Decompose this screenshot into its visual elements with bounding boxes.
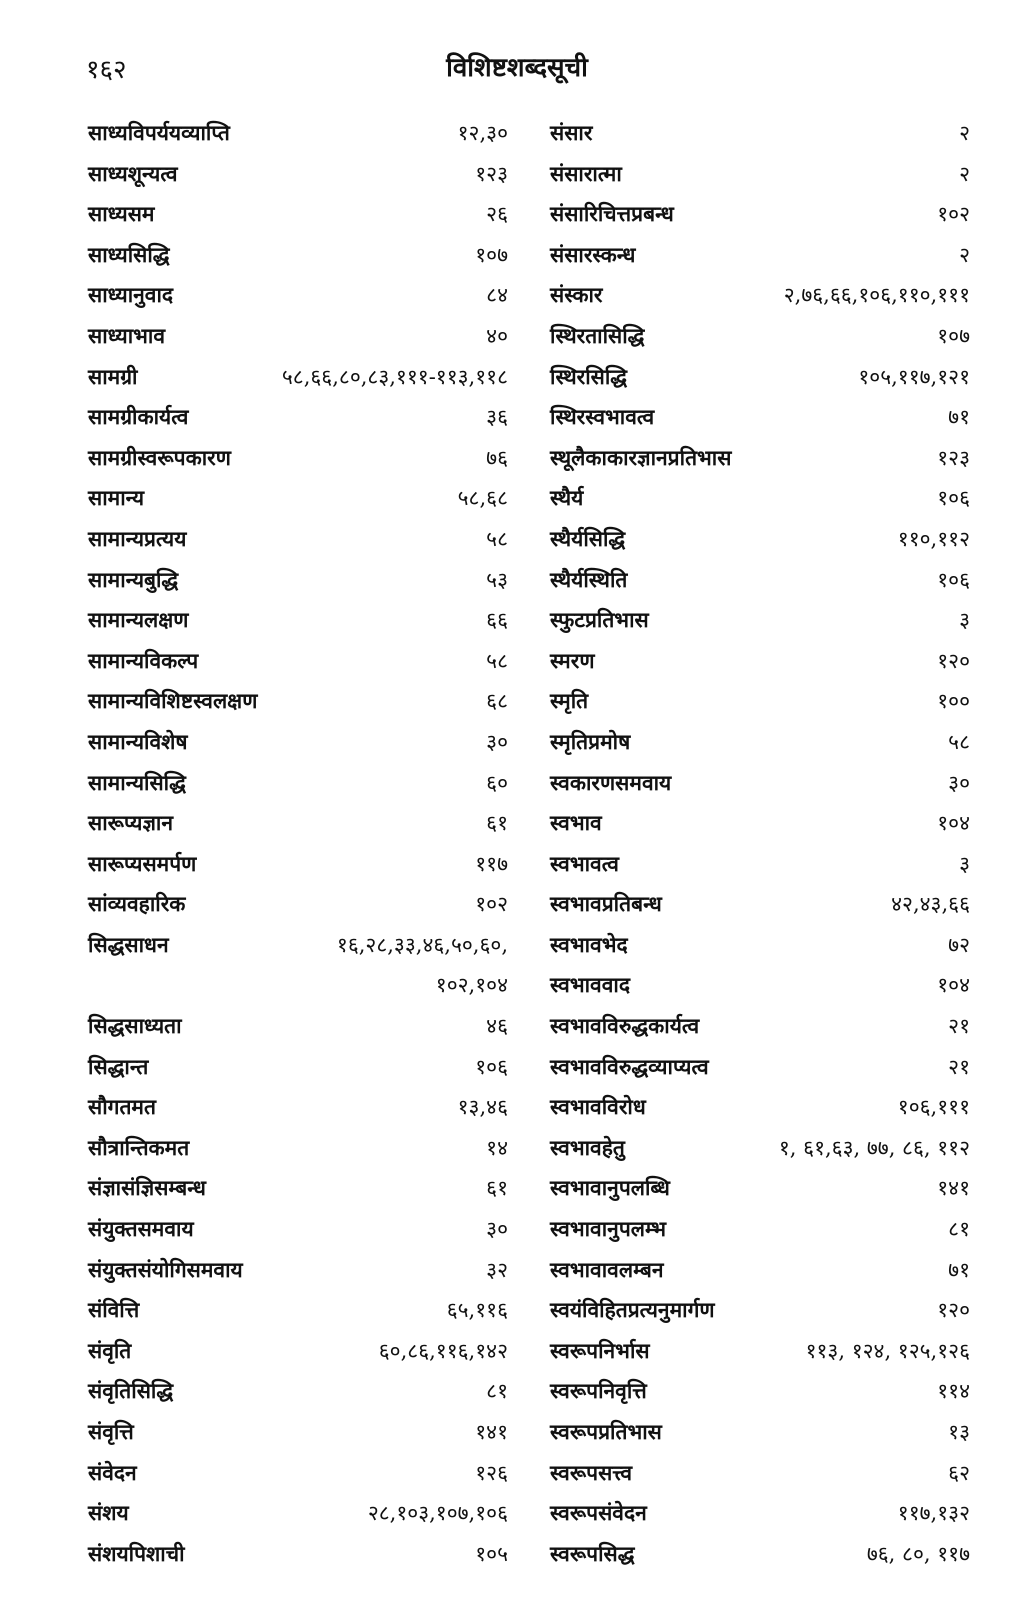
index-entry bbox=[550, 438, 970, 479]
index-entry bbox=[88, 1453, 508, 1494]
index-entry bbox=[88, 154, 508, 195]
index-term: संज्ञासंज्ञिसम्बन्ध bbox=[88, 1175, 206, 1201]
index-entry bbox=[550, 763, 970, 804]
index-term: संवृति bbox=[88, 1337, 132, 1363]
index-term: स्वकारणसमवाय bbox=[550, 769, 672, 795]
index-entry bbox=[88, 1534, 508, 1575]
index-entry bbox=[550, 1250, 970, 1291]
index-pages: ३ bbox=[959, 851, 970, 876]
index-term: स्वयंविहितप्रत्यनुमार्गण bbox=[550, 1297, 715, 1323]
index-pages: ३२ bbox=[486, 1257, 508, 1282]
index-term: स्वरूपनिवृत्ति bbox=[550, 1378, 647, 1404]
index-pages: १२३ bbox=[937, 445, 970, 470]
index-term: सारूप्यज्ञान bbox=[88, 810, 174, 836]
index-entry bbox=[550, 1047, 970, 1088]
index-entry bbox=[88, 357, 508, 398]
index-term: स्वरूपसत्त्व bbox=[550, 1459, 633, 1485]
index-term: संशयपिशाची bbox=[88, 1540, 185, 1566]
index-entry bbox=[88, 1493, 508, 1534]
page-title: विशिष्टशब्दसूची bbox=[446, 53, 588, 83]
index-entry bbox=[88, 1006, 508, 1047]
index-term: स्वरूपसंवेदन bbox=[550, 1500, 647, 1526]
index-term: संसारात्मा bbox=[550, 160, 622, 186]
index-entry bbox=[550, 560, 970, 601]
index-term: स्फुटप्रतिभास bbox=[550, 607, 649, 633]
index-term: सामान्य bbox=[88, 485, 145, 511]
index-entry bbox=[88, 560, 508, 601]
index-entry bbox=[88, 763, 508, 804]
index-pages: ११७,१३२ bbox=[897, 1501, 970, 1526]
index-term: स्वरूपसिद्ध bbox=[550, 1540, 635, 1566]
index-pages: ११७ bbox=[475, 851, 508, 876]
index-pages: ७१ bbox=[948, 1257, 970, 1282]
index-entry bbox=[550, 641, 970, 682]
index-entry bbox=[550, 681, 970, 722]
index-term: स्थिरसिद्धि bbox=[550, 363, 628, 389]
index-entry bbox=[550, 1290, 970, 1331]
index-entry bbox=[88, 1371, 508, 1412]
index-term: स्वभावहेतु bbox=[550, 1134, 625, 1160]
index-term: स्मरण bbox=[550, 647, 595, 673]
index-entry bbox=[88, 681, 508, 722]
index-pages: २१ bbox=[948, 1054, 970, 1079]
index-term: संवेदन bbox=[88, 1459, 137, 1485]
index-term: सामान्यप्रत्यय bbox=[88, 525, 187, 551]
index-entry bbox=[88, 1047, 508, 1088]
index-entry bbox=[550, 194, 970, 235]
index-term: सौगतमत bbox=[88, 1094, 156, 1120]
index-pages: १०० bbox=[937, 689, 970, 714]
index-term: साध्यानुवाद bbox=[88, 282, 174, 308]
index-entry bbox=[88, 803, 508, 844]
index-pages: ३० bbox=[948, 770, 970, 795]
index-pages: १०२ bbox=[475, 892, 508, 917]
index-term: सिद्धान्त bbox=[88, 1053, 149, 1079]
index-term: संस्कार bbox=[550, 282, 603, 308]
index-term: सामान्यविशेष bbox=[88, 728, 188, 754]
index-pages: ५८ bbox=[948, 729, 970, 754]
index-pages: ३ bbox=[959, 608, 970, 633]
index-term: स्वभावानुपलब्धि bbox=[550, 1175, 670, 1201]
index-term: सामग्री bbox=[88, 363, 138, 389]
index-term: साध्यशून्यत्व bbox=[88, 160, 178, 186]
index-pages: २,७६,६६,१०६,११०,१११ bbox=[783, 283, 970, 308]
index-entry bbox=[88, 1412, 508, 1453]
index-pages: ६६ bbox=[486, 608, 508, 633]
index-pages: १०२,१०४ bbox=[435, 973, 508, 998]
index-entry bbox=[550, 844, 970, 885]
index-column-left bbox=[88, 113, 508, 1574]
index-pages: १०२ bbox=[937, 202, 970, 227]
index-term: संवित्ति bbox=[88, 1297, 140, 1323]
index-term: सामग्रीस्वरूपकारण bbox=[88, 444, 231, 470]
index-entry bbox=[88, 965, 508, 1006]
index-pages: १०६,१११ bbox=[897, 1095, 970, 1120]
index-entry bbox=[550, 357, 970, 398]
index-pages: १२० bbox=[937, 1298, 970, 1323]
index-term: साध्यसम bbox=[88, 201, 155, 227]
index-pages: ३६ bbox=[486, 405, 508, 430]
index-term: स्वरूपप्रतिभास bbox=[550, 1419, 662, 1444]
index-pages: ४६ bbox=[486, 1014, 508, 1039]
index-term: स्मृति bbox=[550, 688, 589, 714]
index-pages: १०४ bbox=[937, 973, 970, 998]
index-term: सामान्यविशिष्टस्वलक्षण bbox=[88, 688, 258, 714]
index-entry bbox=[550, 1087, 970, 1128]
index-pages: १३,४६ bbox=[457, 1095, 508, 1120]
index-pages: ७६ bbox=[486, 445, 508, 470]
index-entry bbox=[550, 1371, 970, 1412]
index-entry bbox=[550, 1128, 970, 1169]
index-term: संसार bbox=[550, 120, 593, 145]
index-pages: १०७ bbox=[475, 242, 508, 267]
index-pages: ८१ bbox=[948, 1217, 970, 1242]
index-entry bbox=[550, 600, 970, 641]
index-term: स्वभावविरुद्धव्याप्यत्व bbox=[550, 1053, 709, 1079]
index-entry bbox=[550, 925, 970, 966]
index-term: संवृत्ति bbox=[88, 1419, 134, 1444]
index-term: साध्यविपर्ययव्याप्ति bbox=[88, 120, 230, 145]
index-term: सांव्यवहारिक bbox=[88, 891, 186, 917]
index-entry bbox=[550, 275, 970, 316]
index-pages: ५८ bbox=[486, 526, 508, 551]
index-pages: ३० bbox=[486, 729, 508, 754]
index-pages: ६८ bbox=[486, 689, 508, 714]
index-pages: ५८,६८ bbox=[457, 486, 508, 511]
index-pages: १०५ bbox=[475, 1541, 508, 1566]
index-term: सामान्यबुद्धि bbox=[88, 566, 179, 592]
index-term: स्वभावभेद bbox=[550, 931, 628, 957]
index-entry bbox=[88, 478, 508, 519]
index-pages: ४२,४३,६६ bbox=[891, 892, 970, 917]
index-term: स्वभाववाद bbox=[550, 972, 630, 998]
index-pages: १४ bbox=[486, 1135, 508, 1160]
index-pages: ७६, ८०, ११७ bbox=[866, 1541, 970, 1566]
index-pages: ८१ bbox=[486, 1379, 508, 1404]
page-number: १६२ bbox=[86, 55, 127, 85]
index-pages: ७२ bbox=[948, 932, 970, 957]
index-term: संयुक्तसमवाय bbox=[88, 1216, 194, 1242]
index-term: संसारस्कन्ध bbox=[550, 241, 636, 267]
index-term: सामान्यविकल्प bbox=[88, 647, 199, 673]
index-entry bbox=[88, 194, 508, 235]
index-pages: १०६ bbox=[937, 567, 970, 592]
index-pages: ११४ bbox=[937, 1379, 970, 1404]
index-pages: २८,१०३,१०७,१०६ bbox=[367, 1501, 508, 1526]
index-pages: १२३ bbox=[475, 161, 508, 186]
index-entry bbox=[88, 1290, 508, 1331]
index-pages: १६,२८,३३,४६,५०,६०, bbox=[336, 932, 508, 957]
index-term: स्थैर्य bbox=[550, 485, 584, 511]
index-term: स्वभावविरोध bbox=[550, 1094, 646, 1120]
index-term: सामान्यसिद्धि bbox=[88, 769, 186, 795]
index-entry bbox=[88, 1087, 508, 1128]
index-entry bbox=[88, 235, 508, 276]
index-pages: ५३ bbox=[486, 567, 508, 592]
index-pages: ६२ bbox=[948, 1460, 970, 1485]
index-term: स्थूलैकाकारज्ञानप्रतिभास bbox=[550, 444, 732, 470]
index-pages: ६०,८६,११६,१४२ bbox=[378, 1338, 508, 1363]
index-term: संशय bbox=[88, 1500, 129, 1526]
index-pages: ८४ bbox=[486, 283, 508, 308]
index-term: स्वभावावलम्बन bbox=[550, 1256, 664, 1282]
index-term: स्थैर्यसिद्धि bbox=[550, 525, 626, 551]
index-pages: २१ bbox=[948, 1014, 970, 1039]
index-pages: ६५,११६ bbox=[446, 1298, 508, 1323]
index-entry bbox=[88, 1209, 508, 1250]
index-entry bbox=[88, 1128, 508, 1169]
index-entry bbox=[88, 113, 508, 154]
index-pages: ६१ bbox=[486, 1176, 508, 1201]
index-column-right bbox=[550, 113, 970, 1574]
index-entry bbox=[550, 1493, 970, 1534]
index-entry bbox=[550, 1209, 970, 1250]
index-entry bbox=[550, 397, 970, 438]
index-pages: १०६ bbox=[937, 486, 970, 511]
index-pages: ५८ bbox=[486, 648, 508, 673]
index-term: संसारिचित्तप्रबन्ध bbox=[550, 201, 674, 227]
index-entry bbox=[550, 803, 970, 844]
index-entry bbox=[550, 154, 970, 195]
index-pages: १४१ bbox=[937, 1176, 970, 1201]
index-entry bbox=[550, 1006, 970, 1047]
index-pages: १३ bbox=[948, 1420, 970, 1444]
index-entry bbox=[88, 641, 508, 682]
index-entry bbox=[88, 1168, 508, 1209]
index-entry bbox=[550, 519, 970, 560]
index-pages: ११०,११२ bbox=[897, 526, 970, 551]
index-term: सौत्रान्तिकमत bbox=[88, 1134, 190, 1160]
index-term: स्थिरतासिद्धि bbox=[550, 322, 645, 348]
index-pages: ५८,६६,८०,८३,१११-११३,११८ bbox=[281, 364, 508, 389]
index-pages: १४१ bbox=[475, 1420, 508, 1444]
index-pages: १०५,११७,१२१ bbox=[858, 364, 970, 389]
index-term: संयुक्तसंयोगिसमवाय bbox=[88, 1256, 243, 1282]
index-pages: १०४ bbox=[937, 811, 970, 836]
index-entry bbox=[88, 925, 508, 966]
index-term: स्थैर्यस्थिति bbox=[550, 566, 628, 592]
index-entry bbox=[550, 1534, 970, 1575]
index-entry bbox=[550, 478, 970, 519]
index-pages: १२० bbox=[937, 648, 970, 673]
index-pages: २ bbox=[959, 121, 970, 145]
index-pages: १, ६१,६३, ७७, ८६, ११२ bbox=[778, 1135, 970, 1160]
index-entry bbox=[550, 1412, 970, 1453]
index-entry bbox=[550, 1331, 970, 1372]
index-entry bbox=[550, 1453, 970, 1494]
index-term: सिद्धसाधन bbox=[88, 931, 169, 957]
index-term: सिद्धसाध्यता bbox=[88, 1013, 182, 1039]
index-term: स्वभाव bbox=[550, 810, 602, 836]
index-entry bbox=[88, 884, 508, 925]
index-entry bbox=[88, 438, 508, 479]
index-entry bbox=[88, 600, 508, 641]
index-term: सारूप्यसमर्पण bbox=[88, 850, 197, 876]
index-entry bbox=[550, 965, 970, 1006]
index-term: स्वभावानुपलम्भ bbox=[550, 1216, 667, 1242]
index-entry bbox=[550, 884, 970, 925]
index-pages: १२,३० bbox=[457, 121, 508, 145]
index-pages: १०७ bbox=[937, 323, 970, 348]
index-entry bbox=[550, 235, 970, 276]
index-term: स्थिरस्वभावत्व bbox=[550, 404, 655, 430]
index-term: स्मृतिप्रमोष bbox=[550, 728, 631, 754]
index-term: साध्याभाव bbox=[88, 322, 166, 348]
index-entry bbox=[88, 316, 508, 357]
index-pages: ४० bbox=[486, 323, 508, 348]
index-entry bbox=[550, 722, 970, 763]
index-entry bbox=[88, 1331, 508, 1372]
index-pages: ६१ bbox=[486, 811, 508, 836]
index-entry bbox=[88, 722, 508, 763]
index-pages: २ bbox=[959, 242, 970, 267]
index-pages: ३० bbox=[486, 1217, 508, 1242]
index-pages: १०६ bbox=[475, 1054, 508, 1079]
index-pages: ६० bbox=[486, 770, 508, 795]
index-entry bbox=[88, 1250, 508, 1291]
index-term: स्वभावत्व bbox=[550, 850, 619, 876]
index-entry bbox=[550, 113, 970, 154]
index-term: संवृतिसिद्धि bbox=[88, 1378, 174, 1404]
index-entry bbox=[88, 275, 508, 316]
index-entry bbox=[88, 397, 508, 438]
index-term: स्वभावविरुद्धकार्यत्व bbox=[550, 1013, 700, 1039]
index-term: स्वभावप्रतिबन्ध bbox=[550, 891, 662, 917]
index-entry bbox=[550, 316, 970, 357]
index-pages: २ bbox=[959, 161, 970, 186]
index-pages: २६ bbox=[486, 202, 508, 227]
index-term: साध्यसिद्धि bbox=[88, 241, 170, 267]
index-entry bbox=[88, 519, 508, 560]
index-term: सामान्यलक्षण bbox=[88, 607, 189, 633]
index-pages: ७१ bbox=[948, 405, 970, 430]
index-term: सामग्रीकार्यत्व bbox=[88, 404, 189, 430]
index-term: स्वरूपनिर्भास bbox=[550, 1337, 650, 1363]
index-entry bbox=[550, 1168, 970, 1209]
index-entry bbox=[88, 844, 508, 885]
index-pages: ११३, १२४, १२५,१२६ bbox=[805, 1338, 970, 1363]
index-pages: १२६ bbox=[475, 1460, 508, 1485]
